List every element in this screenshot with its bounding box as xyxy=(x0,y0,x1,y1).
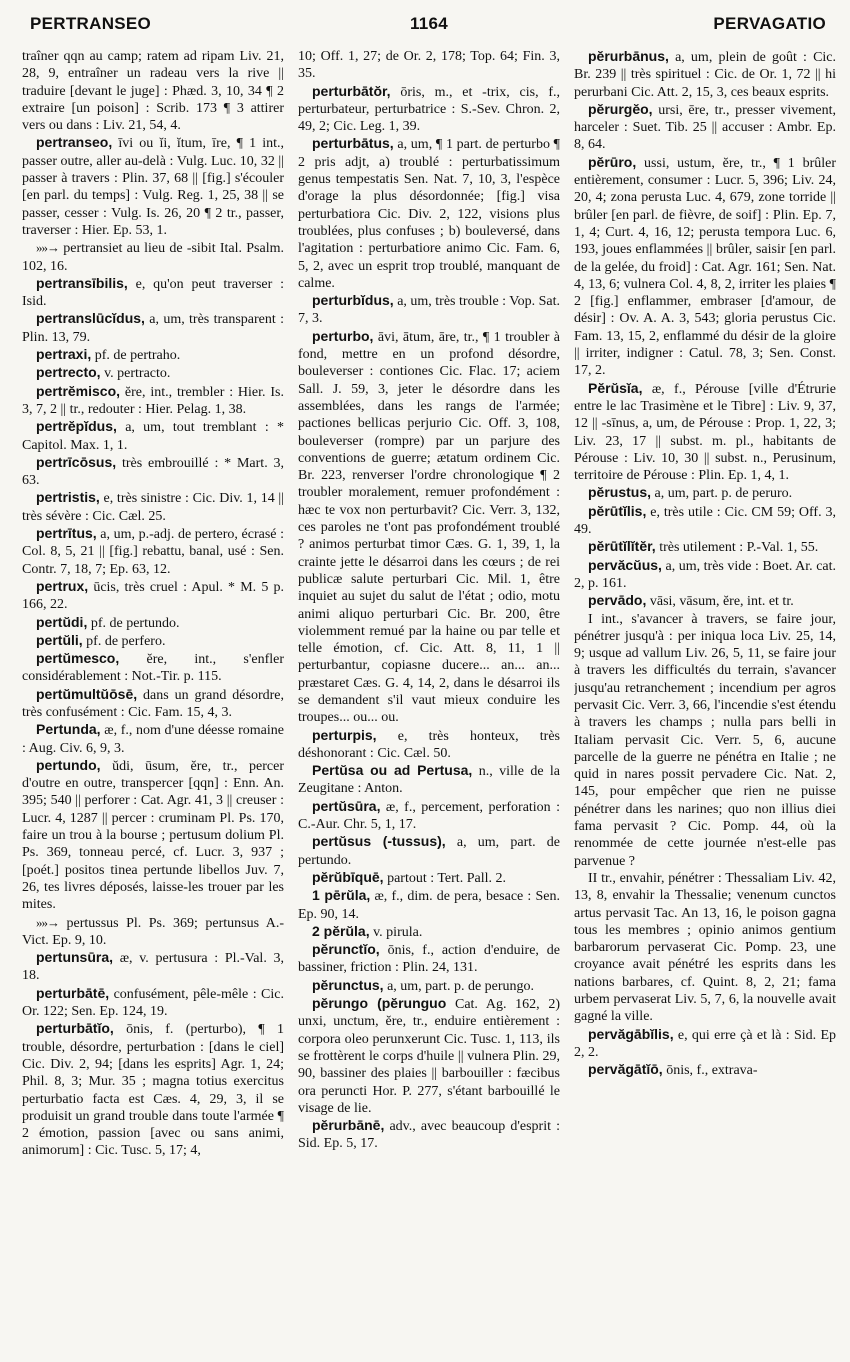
headword: pĕrūtĭlis, xyxy=(588,502,647,519)
dictionary-entry xyxy=(574,1061,836,1079)
headword: pertŭli, xyxy=(36,631,83,648)
dictionary-entry xyxy=(22,686,284,722)
headword: perturbātē, xyxy=(36,984,110,1001)
headword: perturbātŏr, xyxy=(312,82,391,99)
dictionary-entry xyxy=(22,757,284,914)
definition-text: e, qui erre çà et là : Sid. Ep 2, 2. xyxy=(574,1027,836,1060)
dictionary-entry xyxy=(298,762,560,798)
headword: pertrītus, xyxy=(36,525,97,542)
headword: pĕrustus, xyxy=(588,484,652,501)
headword: pertrĕpĭdus, xyxy=(36,418,117,435)
dictionary-entry xyxy=(22,134,284,239)
headword: 2 pĕrŭla, xyxy=(312,922,370,939)
headword: pĕrūtĭlĭtĕr, xyxy=(588,538,656,555)
definition-text: ōnis, f. (perturbo), ¶ 1 trouble, désordre, perturbation : [dans le ciel] Cic. Div. 2, 94; [dans les esprits] Agr. 1, 24; Phil. 8, 3; Mur. 35 ; magna totius exercitus perturbatio facta est Cæs. 4, 29, 3, il se produisit un grand trouble dans toute l'armée ¶ 2 émotion, passion [avec ou sans animi, animorum] : Cic. Tusc. 5, 17; 4, xyxy=(22,1022,284,1159)
definition-text: e, qu'on peut traverser : Isid. xyxy=(22,276,284,310)
column-middle xyxy=(298,48,560,1356)
dictionary-entry xyxy=(298,328,560,727)
headword: pertraxi, xyxy=(36,346,92,363)
headword: pervăgātĭō, xyxy=(588,1061,663,1078)
dictionary-entry xyxy=(298,995,560,1117)
dictionary-entry xyxy=(22,650,284,686)
headword: pertristis, xyxy=(36,489,100,506)
dictionary-entry xyxy=(22,310,284,346)
dictionary-entry xyxy=(22,985,284,1021)
dictionary-entry xyxy=(574,1026,836,1062)
headword: perturbo, xyxy=(312,327,374,344)
dictionary-entry xyxy=(298,923,560,941)
definition-text: īvi ou ĭi, ĭtum, īre, ¶ 1 int., passer outre, aller au-delà : Vulg. Luc. 10, 32 || passer à travers : Plin. 37, 68 || [fig.] s'écouler [en parl. du temps] : Vulg. Reg. 1, 25, 38 || se passer, cesser : Vulg. Is. 26, 20 ¶ 2 tr., passer, traverser : Hier. Ep. 53, 1. xyxy=(22,136,284,238)
headword: pervādo, xyxy=(588,592,647,609)
dictionary-entry xyxy=(22,525,284,578)
dictionary-entry xyxy=(574,101,836,154)
definition-text: ursi, ēre, tr., presser vivement, harceler : Suet. Tib. 25 || accuser : Ambr. Ep. 8, 64. xyxy=(574,102,836,153)
definition-text: dans un grand désordre, très confusément : Cic. Fam. 15, 4, 3. xyxy=(22,687,284,720)
definition-text: æ, f., Pérouse [ville d'Étrurie entre le lac Trasimène et le Tibre] : Liv. 9, 37, 12 || -sīnus, a, um, de Pérouse : Prop. 1, 22, 3; Liv. 23, 17 || subst. m. pl., habitants de Pérouse : Liv. 10, 30 || subst. n., Perusinum, territoire de Pérouse : Plin. Ep. 1, 4, 1. xyxy=(574,381,836,484)
entry-subsection xyxy=(574,611,836,870)
dictionary-entry xyxy=(298,727,560,763)
definition-text: pf. de pertundo. xyxy=(90,615,180,631)
definition-text: æ, f., dim. de pera, besace : Sen. Ep. 90, 14. xyxy=(298,889,560,922)
dictionary-entry xyxy=(574,503,836,539)
headword: pĕrŭbīquē, xyxy=(312,868,384,885)
headword: pĕrurbānus, xyxy=(588,48,669,64)
headword: pertrecto, xyxy=(36,364,101,381)
headword: pertrĕmisco, xyxy=(36,382,121,399)
headword: pertundo, xyxy=(36,756,101,773)
definition-text: ūcis, très cruel : Apul. * M. 5 p. 166, 22. xyxy=(22,579,284,613)
definition-text: traîner qqn au camp; ratem ad ripam Liv. 21, 28, 9, entraîner un radeau vers la rive || traduire [devant le juge] : Phæd. 3, 10, 34 ¶ 2 extraire [un poison] : Scrib. 173 ¶ 3 attirer vers ou dans : Liv. 21, 54, 4. xyxy=(22,49,284,134)
definition-text: æ, v. pertusura : Pl.-Val. 3, 18. xyxy=(22,951,284,984)
reference-arrow-icon: »»→ xyxy=(36,914,59,930)
definition-text: vāsi, vāsum, ĕre, int. et tr. xyxy=(649,594,794,610)
headword: 1 pērŭla, xyxy=(312,887,371,904)
variant-note xyxy=(22,914,284,950)
dictionary-entry xyxy=(574,557,836,593)
headword: pertransībilis, xyxy=(36,274,128,291)
headword: pertŭsūra, xyxy=(312,797,381,814)
headword: pertŭsus (-tussus), xyxy=(312,833,446,850)
dictionary-entry xyxy=(22,489,284,525)
entry-subsection xyxy=(574,870,836,1026)
definition-text: Cat. Ag. 162, 2) unxi, unctum, ĕre, tr., enduire entièrement : corpora oleo perunxerunt Cic. Tusc. 1, 113, ils se frottèrent le corps d'huile || vulnera Plin. 29, 90, bassiner des plaies || barbouiller : fæcibus ora peruncti Hor. P. 277, s'étant barbouillé le visage de lie. xyxy=(298,997,560,1116)
definition-text: a, um, très trouble : Vop. Sat. 7, 3. xyxy=(298,294,560,327)
definition-text: æ, f., nom d'une déesse romaine : Aug. Civ. 6, 9, 3. xyxy=(22,723,284,756)
dictionary-entry xyxy=(298,833,560,869)
dictionary-entry xyxy=(22,614,284,632)
dictionary-entry xyxy=(22,364,284,382)
definition-text: āvi, ātum, āre, tr., ¶ 1 troubler à fond, mettre en un profond désordre, bouleverser : contiones Cic. Flac. 17; aciem Sall. J. 59, 3, jeter le désordre dans les assemblées, dans les rangs de l'armée; pactiones bellicas perjurio Cic. Off. 3, 108, bouleverser (rompre) par un parjure des conventions de guerre; ætatum ordinem Cic. Br. 223, renverser l'ordre chronologique ¶ 2 troubler moralement, remuer profondément : hæc te vox non perturbavit? Cic. Verr. 3, 132, ces paroles ne t'ont pas profondément troublé ? animos perturbat timor Cæs. G. 1, 39, 1, la crainte jette le désarroi dans les cœurs ; de rei publicæ salute perturbari Cic. Mil. 1, être inquiet au sujet du salut de l'état ; odio, motu animi aliquo perturbari Cic. Br. 200, être violemment remué par la haine ou par telle et telle émotion, cf. Cic. Att. 8, 11, 1 || perturbantur, copiasne ducere... an... an... præstaret Cæs. G. 4, 14, 2, dans le désarroi ils se demandent s'il vaut mieux conduire les troupes... ou... ou. xyxy=(298,329,560,726)
definition-text: e, très sinistre : Cic. Div. 1, 14 || très sévère : Cic. Cæl. 25. xyxy=(22,491,284,524)
headword: pĕrunctus, xyxy=(312,976,384,993)
headword: pĕrungo (pĕrunguo xyxy=(312,995,447,1012)
definition-text: e, très honteux, très déshonorant : Cic. Cæl. 50. xyxy=(298,728,560,761)
definition-text: ŭdi, ūsum, ĕre, tr., percer d'outre en outre, transpercer [qqn] : Enn. An. 395; 540 || perforer : Cat. Agr. 41, 3 || creuser : Lucr. 4, 1287 || percer : cruminam Pl. Ps. 170, faire un trou à la bourse ; pertusum dolium Pl. Ps. 369, tonneau percé, cf. Lucr. 3, 937 ; [poét.] positos tinea pertunde libellos Juv. 7, 26, tes livres déposés, laisse-les trouer par les mites. xyxy=(22,758,284,913)
dictionary-entry xyxy=(298,798,560,834)
definition-text: adv., avec beaucoup d'esprit : Sid. Ep. 5, 17. xyxy=(298,1119,560,1152)
variant-note xyxy=(22,239,284,275)
dictionary-entry xyxy=(298,135,560,292)
headword: Pertŭsa ou ad Pertusa, xyxy=(312,762,473,779)
definition-text: n., ville de la Zeugitane : Anton. xyxy=(298,764,560,797)
running-head-left: PERTRANSEO xyxy=(30,14,152,33)
definition-text: ĕre, int., trembler : Hier. Is. 3, 7, 2 || tr., redouter : Hier. Pelag. 1, 38. xyxy=(22,384,284,417)
definition-text: ussi, ustum, ĕre, tr., ¶ 1 brûler entièrement, consumer : Lucr. 5, 396; Liv. 24, 20, 4; zona perusta Luc. 4, 679, zone torride || brûler [en parl. de fièvre, de soif] : Plin. Ep. 7, 1, 4; Curt. 4, 16, 12; perusta tempora Luc. 6, 193, joues enflammées || brûler, saisir [en parl. de la gelée, du froid] : Cat. Agr. 161; Sen. Nat. 4, 13, 6; vulnera Col. 4, 8, 2, irriter les plaies ¶ 2 [fig.] enflammer, embraser [d'amour, de désir] : Ov. A. A. 3, 543; gloria perustus Cic. Fam. 13, 15, 2, enflammé du désir de la gloire || irriter, indigner : Catul. 78, 3; Sen. Const. 17, 2. xyxy=(574,155,836,379)
definition-text: æ, f., percement, perforation : C.-Aur. Chr. 5, 1, 17. xyxy=(298,799,560,833)
headword: perturbĭdus, xyxy=(312,292,394,309)
headword: pĕrūro, xyxy=(588,153,637,170)
headword: perturbātĭo, xyxy=(36,1020,114,1037)
definition-text: v. pertracto. xyxy=(104,366,171,382)
headword: Pertunda, xyxy=(36,721,101,738)
headword: pervăgābĭlis, xyxy=(588,1025,674,1042)
dictionary-entry xyxy=(22,346,284,364)
definition-text: ōris, m., et -trix, cis, f., perturbateur, perturbatrice : S.-Sev. Chron. 2, 49, 2; Cic. Leg. 1, 39. xyxy=(298,84,560,135)
reference-arrow-icon: »»→ xyxy=(36,240,59,256)
column-right xyxy=(574,48,836,1356)
dictionary-entry xyxy=(22,578,284,614)
dictionary-entry xyxy=(22,1020,284,1159)
definition-text: a, um, part. de pertundo. xyxy=(298,835,560,868)
definition-text: a, um, très transparent : Plin. 13, 79. xyxy=(22,312,284,345)
headword: Pĕrŭsĭa, xyxy=(588,379,643,396)
column-left xyxy=(22,48,284,1356)
dictionary-entry xyxy=(574,484,836,502)
definition-text: pertussus Pl. Ps. 369; pertunsus A.-Vict. Ep. 9, 10. xyxy=(22,915,284,948)
headword: pertrīcōsus, xyxy=(36,453,117,470)
dictionary-entry xyxy=(22,632,284,650)
dictionary-entry xyxy=(298,869,560,887)
dictionary-entry xyxy=(298,941,560,977)
definition-text: I int., s'avancer à travers, se faire jour, pénétrer jusqu'à : per iniqua loca Liv. 25, 14, 9; usque ad vallum Liv. 26, 5, 11, se faire jour à travers les difficultés du terrain, s'avancer jusqu'au retranchement ; incendium per agros pervasit Cic. Verr. 3, 66, l'incendie s'est étendu à travers les champs ; nulla pars belli in Italiam pervasit Cic. Verr. 5, 6, aucune parcelle de la guerre ne pénétra en Italie ; ne quid in nares possit pervadere Cic. Nat. 2, 145, pour empêcher que rien ne puisse pénétrer dans les narines; quo non illius diei fama pervasit ? Cic. Pomp. 44, où la renommée de cette journée n'est-elle pas parvenue ? xyxy=(574,611,836,869)
definition-text: a, um, ¶ 1 part. de perturbo ¶ 2 pris adjt, a) troublé : perturbatissimum genus tempestatis Sen. Nat. 7, 10, 3, l'espèce d'orage la plus désordonnée; [fig.] visa perturbatiora Cic. Div. 2, 122, visions plus troublées, plus confuses ; b) bouleversé, dans l'agitation : perturbatiore animo Cic. Fam. 6, 5, 2, avec un esprit trop troublé, manquant de calme. xyxy=(298,137,560,291)
definition-text: II tr., envahir, pénétrer : Thessaliam Liv. 42, 13, 8, envahir la Thessalie; venenum cunctos artus pervasit Tac. An 13, 16, le poison gagna tous les membres ; opinio animos gentium barbarorum pervaserat Cic. Pomp. 23, une croyance avait pénétré les esprits dans les nations barbares, cf. Quint. 8, 2, 21; fama urbem pervaserat Liv. 5, 7, 6, la nouvelle avait gagné la ville. xyxy=(574,870,836,1025)
definition-text: ōnis, f., extrava- xyxy=(666,1063,758,1079)
dictionary-entry xyxy=(574,538,836,556)
definition-text: très embrouillé : * Mart. 3, 63. xyxy=(22,455,284,489)
headword: pertrux, xyxy=(36,577,89,594)
definition-text: a, um, plein de goût : Cic. Br. 239 || très spirituel : Cic. de Or. 1, 72 || hi perurbani Cic. Att. 2, 15, 3, ces beaux esprits. xyxy=(574,50,836,100)
dictionary-entry xyxy=(22,454,284,490)
headword: pervăcŭus, xyxy=(588,556,662,573)
dictionary-entry xyxy=(574,48,836,101)
headword: pertŭmultŭōsē, xyxy=(36,685,138,702)
headword: perturpis, xyxy=(312,726,377,743)
running-head-right: PERVAGATIO xyxy=(713,14,826,33)
dictionary-entry xyxy=(22,721,284,757)
headword: perturbātus, xyxy=(312,135,394,152)
dictionary-entry xyxy=(298,1117,560,1153)
definition-text: a, um, tout tremblant : * Capitol. Max. 1, 1. xyxy=(22,420,284,453)
definition-text: a, um, part. p. de peruro. xyxy=(654,486,793,502)
headword: pĕrurbānē, xyxy=(312,1117,385,1134)
dictionary-entry xyxy=(298,977,560,995)
definition-text: partout : Tert. Pall. 2. xyxy=(387,870,506,886)
headword: pertranseo, xyxy=(36,134,113,151)
definition-text: 10; Off. 1, 27; de Or. 2, 178; Top. 64; Fin. 3, 35. xyxy=(298,49,560,82)
headword: pertunsūra, xyxy=(36,949,114,966)
definition-text: confusément, pêle-mêle : Cic. Or. 122; Sen. Ep. 124, 19. xyxy=(22,986,284,1020)
entry-continuation xyxy=(22,48,284,134)
dictionary-entry xyxy=(574,592,836,610)
running-head xyxy=(22,14,836,40)
definition-text: e, très utile : Cic. CM 59; Off. 3, 49. xyxy=(574,504,836,538)
dictionary-entry xyxy=(22,949,284,985)
definition-text: pf. de pertraho. xyxy=(94,348,181,364)
page-number: 1164 xyxy=(409,14,449,33)
definition-text: pf. de perfero. xyxy=(86,633,166,649)
headword: pertŭdi, xyxy=(36,613,88,630)
definition-text: a, um, part. p. de perungo. xyxy=(387,978,535,994)
dictionary-entry xyxy=(298,887,560,923)
definition-text: a, um, p.-adj. de pertero, écrasé : Col. 8, 5, 21 || [fig.] rebattu, banal, usé : Sen. Contr. 7, 18, 7; Ep. 63, 12. xyxy=(22,527,284,577)
dictionary-entry xyxy=(298,292,560,328)
definition-text: ĕre, int., s'enfler considérablement : Not.-Tir. p. 115. xyxy=(22,652,284,685)
definition-text: très utilement : P.-Val. 1, 55. xyxy=(659,540,819,556)
dictionary-entry xyxy=(574,154,836,380)
definition-text: a, um, très vide : Boet. Ar. cat. 2, p. 161. xyxy=(574,558,836,591)
headword: pertranslūcĭdus, xyxy=(36,310,145,327)
headword: pĕrunctĭo, xyxy=(312,941,380,958)
definition-text: ōnis, f., action d'enduire, de bassiner, friction : Plin. 24, 131. xyxy=(298,943,560,976)
dictionary-entry xyxy=(22,383,284,419)
text-columns xyxy=(22,48,836,1356)
definition-text: v. pirula. xyxy=(373,924,423,940)
definition-text: pertransiet au lieu de -sibit Ital. Psalm. 102, 16. xyxy=(22,241,284,274)
dictionary-entry xyxy=(574,380,836,485)
headword: pertŭmesco, xyxy=(36,650,120,667)
entry-continuation xyxy=(298,48,560,83)
dictionary-entry xyxy=(22,418,284,454)
dictionary-entry xyxy=(298,83,560,136)
headword: pĕrurgĕo, xyxy=(588,100,653,117)
dictionary-entry xyxy=(22,275,284,311)
